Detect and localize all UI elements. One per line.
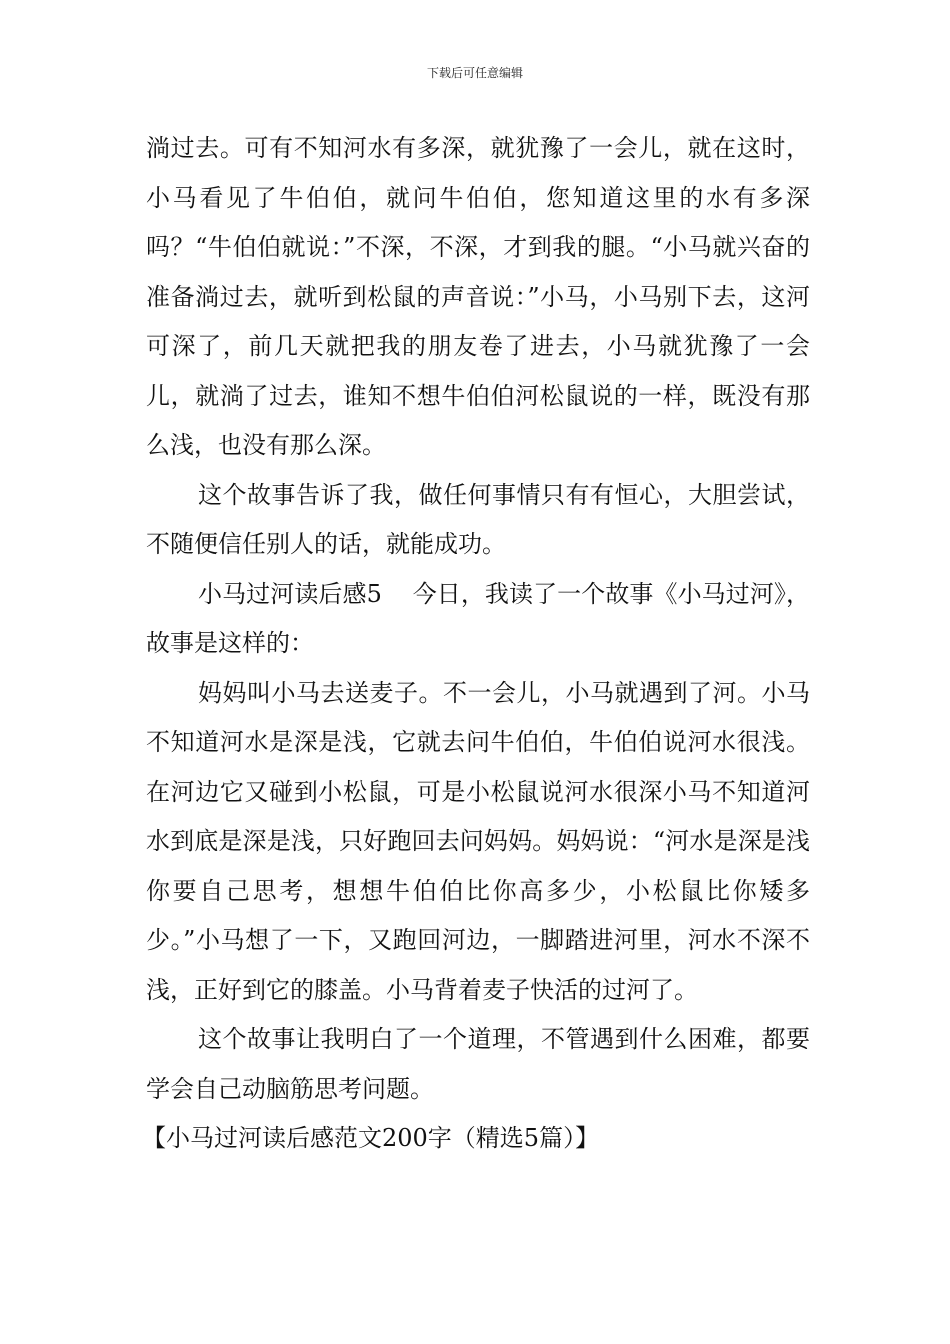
paragraph-5: 这个故事让我明白了一个道理，不管遇到什么困难，都要学会自己动脑筋思考问题。 — [146, 1025, 810, 1103]
paragraph-2: 这个故事告诉了我，做任何事情只有有恒心，大胆尝试，不随便信任别人的话，就能成功。 — [146, 480, 810, 558]
paragraph-4: 妈妈叫小马去送麦子。不一会儿，小马就遇到了河。小马不知道河水是深是浅，它就去问牛伯伯，牛伯伯说河水很浅。在河边它又碰到小松鼠，可是小松鼠说河水很深小马不知道河水到底是深是浅，只好跑回去问妈妈。妈妈说：“河水是深是浅你要自己思考，想想牛伯伯比你高多少，小松鼠比你矮多少。”小马想了一下，又跑回河边，一脚踏进河里，河水不深不浅，正好到它的膝盖。小马背着麦子快活的过河了。 — [146, 678, 810, 1004]
document-body — [142, 124, 810, 1164]
paragraph-1: 淌过去。可有不知河水有多深，就犹豫了一会儿，就在这时，小马看见了牛伯伯，就问牛伯伯，您知道这里的水有多深吗？“牛伯伯就说：”不深，不深，才到我的腿。“小马就兴奋的准备淌过去，就听到松鼠的声音说：”小马，小马别下去，这河可深了，前几天就把我的朋友卷了进去，小马就犹豫了一会儿，就淌了过去，谁知不想牛伯伯河松鼠说的一样，既没有那么浅，也没有那么深。 — [146, 134, 810, 459]
paragraph-3 — [146, 570, 810, 669]
page-header: 下载后可任意编辑 — [426, 66, 523, 80]
document-title-footer: 【小马过河读后感范文200字（精选5篇）】 — [142, 1124, 600, 1152]
section-heading: 小马过河读后感5 — [198, 579, 382, 608]
heading-gap — [382, 580, 413, 608]
paragraph-3-text: 今日，我读了一个故事《小马过河》，故事是这样的： — [146, 579, 810, 657]
